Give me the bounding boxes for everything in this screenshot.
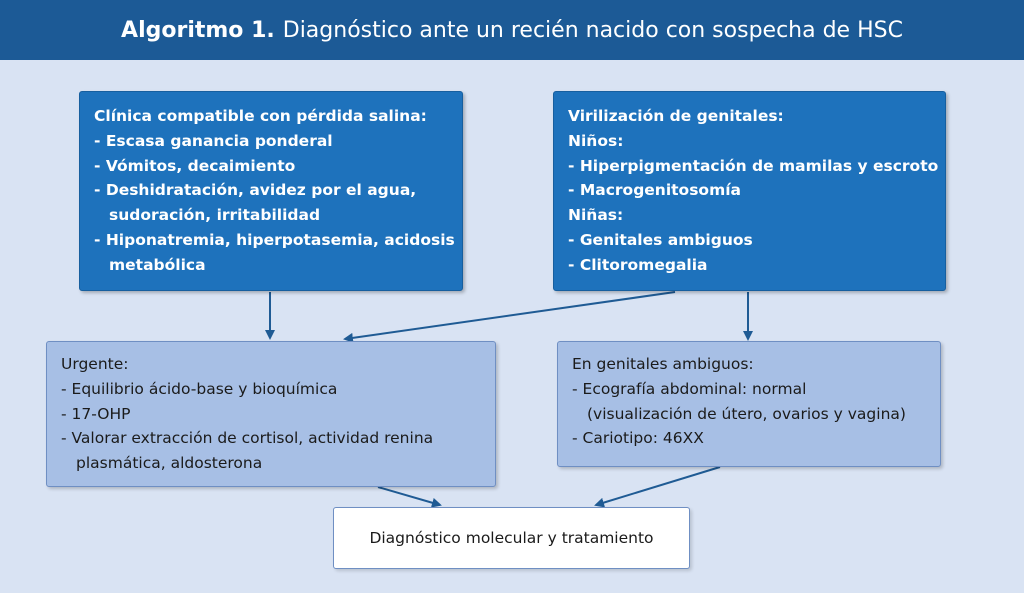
box-heading: Virilización de genitales: <box>568 107 784 125</box>
list-item: - 17-OHP <box>61 404 131 423</box>
arrow-urgente-to-final <box>378 487 440 505</box>
list-item-continuation: plasmática, aldosterona <box>76 454 263 473</box>
list-item-continuation: (visualización de útero, ovarios y vagina) <box>587 404 906 423</box>
group-label: Niños: <box>568 131 624 150</box>
algorithm-title-prefix: Algoritmo 1. <box>121 17 275 43</box>
list-item: - Macrogenitosomía <box>568 181 742 200</box>
list-item: - Equilibrio ácido-base y bioquímica <box>61 379 338 398</box>
list-item: - Ecografía abdominal: normal <box>572 379 807 398</box>
list-item: - Hiperpigmentación de mamilas y escroto <box>568 156 939 175</box>
arrow-ambiguos-to-final <box>596 467 720 505</box>
list-item: - Vómitos, decaimiento <box>94 156 296 175</box>
list-item: - Valorar extracción de cortisol, actividad renina <box>61 429 434 448</box>
algorithm-title-text: Diagnóstico ante un recién nacido con sospecha de HSC <box>282 17 903 43</box>
list-item: - Hiponatremia, hiperpotasemia, acidosis <box>94 230 455 249</box>
box-urgente <box>46 341 496 487</box>
list-item: - Clitoromegalia <box>568 255 708 274</box>
box-genitales-ambiguos <box>557 341 941 467</box>
box-diagnostico-molecular <box>333 507 690 569</box>
list-item: - Escasa ganancia ponderal <box>94 131 333 150</box>
group-label: Niñas: <box>568 206 624 225</box>
box-virilizacion-genitales <box>553 91 946 291</box>
box-heading: Urgente: <box>61 355 129 373</box>
box-clinica-perdida-salina <box>79 91 463 291</box>
final-box-label: Diagnóstico molecular y tratamiento <box>369 528 654 547</box>
list-item-continuation: sudoración, irritabilidad <box>109 206 321 225</box>
box-heading: Clínica compatible con pérdida salina: <box>94 107 427 125</box>
list-item: - Deshidratación, avidez por el agua, <box>94 181 417 200</box>
list-item: - Genitales ambiguos <box>568 230 753 249</box>
arrow-virilizacion-to-urgente <box>345 292 675 339</box>
list-item-continuation: metabólica <box>109 255 206 274</box>
list-item: - Cariotipo: 46XX <box>572 429 704 448</box>
box-heading: En genitales ambiguos: <box>572 355 754 373</box>
